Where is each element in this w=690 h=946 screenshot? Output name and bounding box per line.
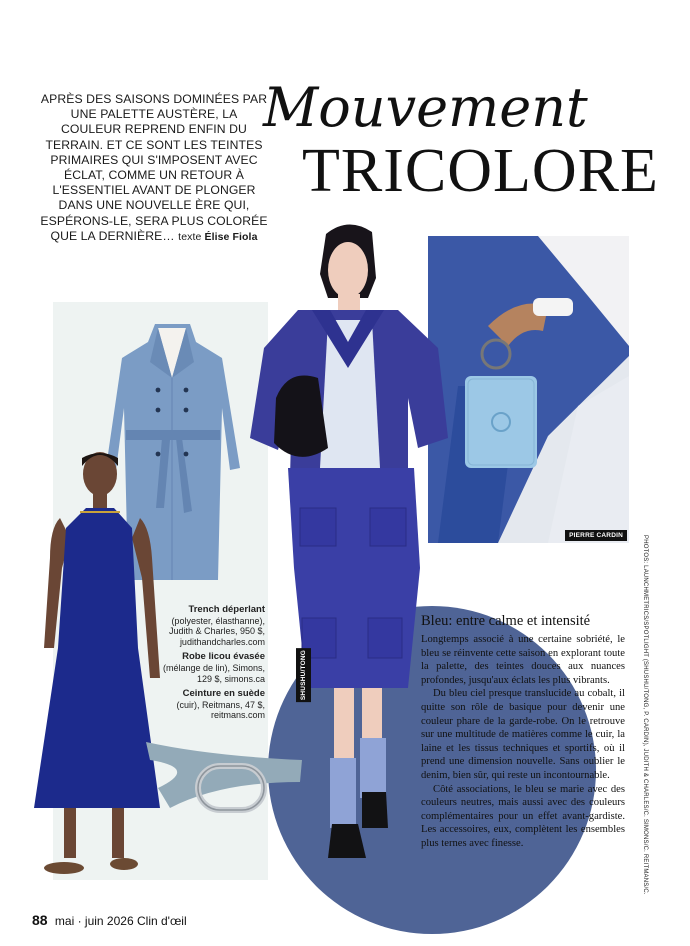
photo-credits-vertical: PHOTOS: LAUNCHMETRICS/SPOTLIGHT (SHUSHU/TONG, P. CARDIN), JUDITH & CHARLES/C. SIMONS/C. REITMANS/C. bbox=[642, 535, 648, 895]
bag-photo bbox=[428, 236, 629, 543]
article bbox=[421, 613, 625, 851]
bag-photo-illustration bbox=[428, 236, 629, 543]
article-paragraph: Côté associations, le bleu se marie avec des couleurs neutres, mais aussi avec des couleurs complémentaires pour un effet avant-gardiste. Les accessoires, eux, complètent les ensembles plus ternes avec finesse. bbox=[421, 783, 625, 849]
product-caption-belt: Ceinture en suède (cuir), Reitmans, 47 $, reitmans.com bbox=[176, 688, 265, 721]
product-caption-dress: Robe licou évasée (mélange de lin), Simons, 129 $, simons.ca bbox=[162, 651, 265, 684]
intro-body: APRÈS DES SAISONS DOMINÉES PAR UNE PALETTE AUSTÈRE, LA COULEUR REPREND ENFIN DU TERRAIN. ET CE SONT LES TEINTES PRIMAIRES QUI S'IMPOSENT AVEC ÉCLAT, COMME UN RETOUR À L'ESSENTIEL AVANT DE PLONGER DANS UNE NOUVELLE ÈRE QUI, ESPÉRONS-LE, SERA PLUS COLORÉE QUE LA DERNIÈRE… bbox=[40, 92, 268, 243]
belt-image bbox=[140, 738, 308, 822]
page-folio bbox=[32, 912, 187, 928]
belt-illustration bbox=[140, 738, 308, 822]
magazine-name: Clin d'œil bbox=[136, 914, 187, 928]
headline-line1: Mouvement bbox=[263, 76, 588, 139]
page-number: 88 bbox=[32, 912, 48, 928]
photo-credit-runway: SHUSHU/TONG bbox=[296, 648, 311, 702]
product-captions bbox=[150, 604, 265, 725]
photo-credit-cardin: PIERRE CARDIN bbox=[565, 530, 627, 541]
article-paragraph: Du bleu ciel presque translucide au cobalt, il quitte son rôle de basique pour devenir une couleur phare de la garde-robe. On le retrouve sur une multitude de matières comme le cuir, la laine et les tissus techniques et sportifs, où il prend une dimension nouvelle. Sans oublier le denim, bien sûr, qui reste un incontournable. bbox=[421, 688, 625, 781]
product-caption-trench: Trench déperlant (polyester, élasthanne), Judith & Charles, 950 $, judithandcharles.com bbox=[168, 604, 265, 647]
article-paragraph: Longtemps associé à une certaine sobriété, le bleu se réinvente cette saison en explorant toute la palette, des teintes douces aux nuances profondes, jusqu'aux éclats les plus vibrants. bbox=[421, 634, 625, 686]
intro-text bbox=[40, 92, 268, 245]
issue-date: mai · juin 2026 bbox=[54, 914, 134, 928]
article-heading: Bleu: entre calme et intensité bbox=[421, 613, 591, 629]
headline-line2: TRICOLORE bbox=[302, 137, 659, 205]
intro-credit: texte Élise Fiola bbox=[178, 230, 258, 243]
